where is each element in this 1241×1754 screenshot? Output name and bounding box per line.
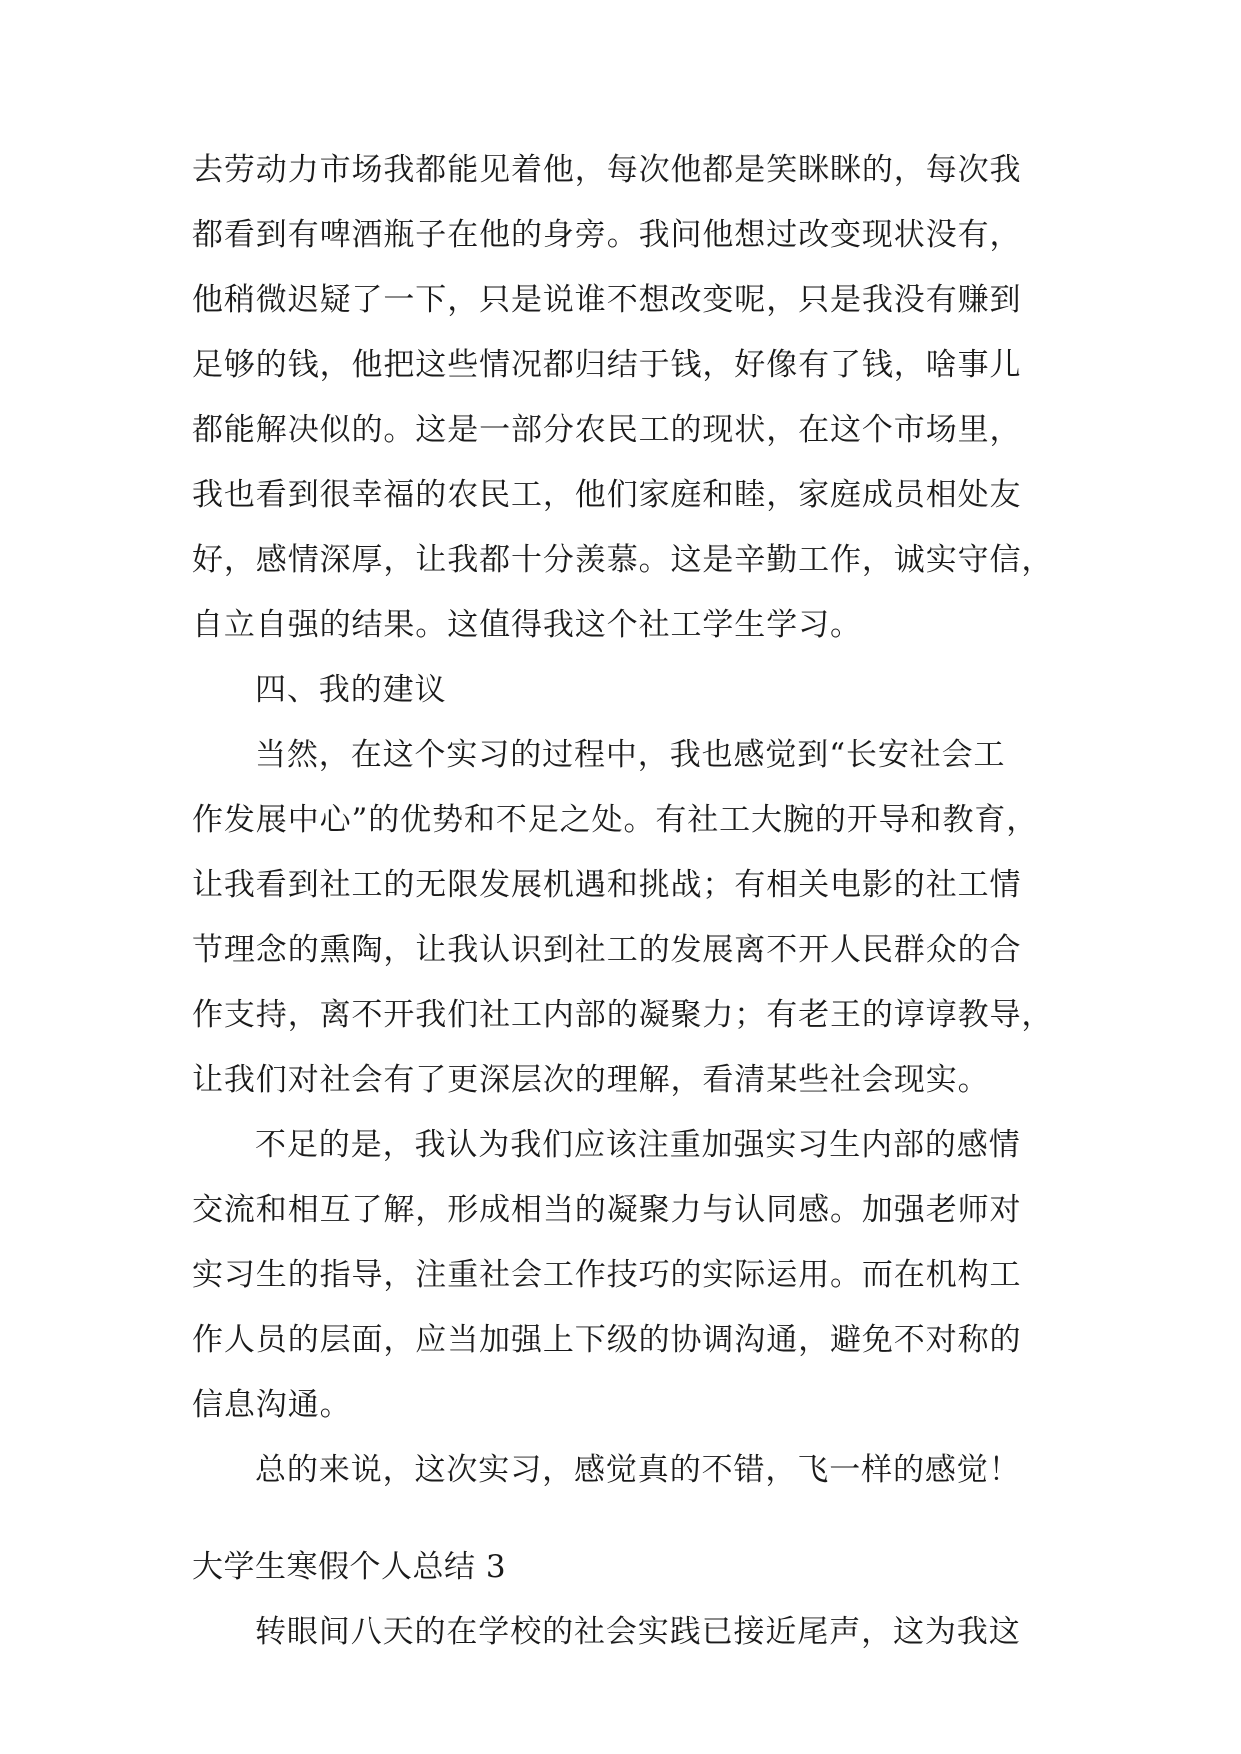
paragraph-line: 实习生的指导，注重社会工作技巧的实际运用。而在机构工 [192,1257,1022,1293]
paragraph-line: 我也看到很幸福的农民工，他们家庭和睦，家庭成员相处友 [192,477,1022,513]
paragraph-line: 信息沟通。 [192,1387,352,1423]
paragraph-line: 他稍微迟疑了一下，只是说谁不想改变呢，只是我没有赚到 [192,282,1022,318]
paragraph-line: 节理念的熏陶，让我认识到社工的发展离不开人民群众的合 [192,932,1022,968]
paragraph-line: 让我看到社工的无限发展机遇和挑战；有相关电影的社工情 [192,867,1022,903]
paragraph-line: 让我们对社会有了更深层次的理解，看清某些社会现实。 [192,1062,990,1098]
paragraph-line: 转眼间八天的在学校的社会实践已接近尾声，这为我这 [255,1614,1021,1650]
paragraph-line: 当然，在这个实习的过程中，我也感觉到“长安社会工 [255,737,1006,773]
paragraph-line: 足够的钱，他把这些情况都归结于钱，好像有了钱，啥事儿 [192,347,1022,383]
section-title: 大学生寒假个人总结 3 [192,1549,507,1585]
paragraph-line: 自立自强的结果。这值得我这个社工学生学习。 [192,607,862,643]
paragraph-line: 都能解决似的。这是一部分农民工的现状，在这个市场里， [192,412,1022,448]
paragraph-line: 总的来说，这次实习，感觉真的不错，飞一样的感觉！ [255,1452,1021,1488]
paragraph-line: 去劳动力市场我都能见着他，每次他都是笑眯眯的，每次我 [192,152,1022,188]
paragraph-line: 作支持，离不开我们社工内部的凝聚力；有老王的谆谆教导， [192,997,1054,1033]
section-heading: 四、我的建议 [255,672,447,708]
paragraph-line: 作人员的层面，应当加强上下级的协调沟通，避免不对称的 [192,1322,1022,1358]
paragraph-line: 都看到有啤酒瓶子在他的身旁。我问他想过改变现状没有， [192,217,1022,253]
paragraph-line: 作发展中心”的优势和不足之处。有社工大腕的开导和教育， [192,802,1039,838]
paragraph-line: 交流和相互了解，形成相当的凝聚力与认同感。加强老师对 [192,1192,1022,1228]
paragraph-line: 不足的是，我认为我们应该注重加强实习生内部的感情 [255,1127,1021,1163]
paragraph-line: 好，感情深厚，让我都十分羡慕。这是辛勤工作，诚实守信， [192,542,1054,578]
